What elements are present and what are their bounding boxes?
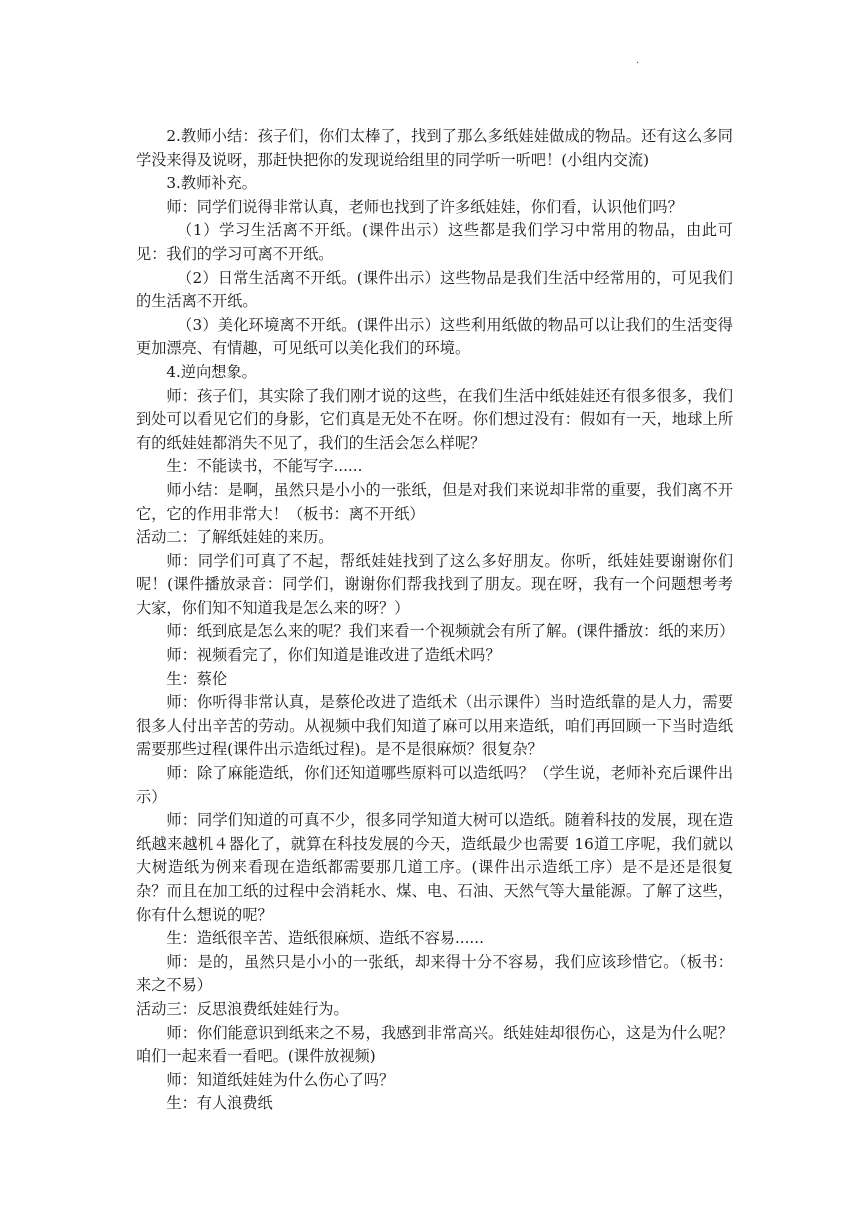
paragraph-teacher-summary: 2.教师小结：孩子们，你们太棒了，找到了那么多纸娃娃做成的物品。还有这么多同学没来得及说呀，那赶快把你的发现说给组里的同学听一听吧！(小组内交流) <box>136 127 733 169</box>
activity-three-heading: 活动三：反思浪费纸娃娃行为。 <box>136 999 349 1018</box>
paragraph-waste-answer: 生：有人浪费纸 <box>166 1094 273 1113</box>
document-body <box>136 125 733 1116</box>
paragraph-cai-lun: 生：蔡伦 <box>166 669 228 688</box>
paragraph-why-sad: 师：知道纸娃娃为什么伤心了吗？ <box>166 1070 395 1089</box>
paragraph-teacher-conclusion: 师小结：是啊，虽然只是小小的一张纸，但是对我们来说却非常的重要，我们离不开它，它的作用非常大！（板书：离不开纸） <box>136 480 733 523</box>
paragraph-teacher-supplement-heading: 3.教师补充。 <box>166 174 257 193</box>
paragraph-cherish-paper: 师：是的，虽然只是小小的一张纸，却来得十分不容易，我们应该珍惜它。（板书：来之不易） <box>136 952 733 995</box>
paragraph-raw-materials: 师：除了麻能造纸，你们还知道哪些原料可以造纸吗？（学生说，老师补充后课件出示） <box>136 764 733 806</box>
paragraph-who-improved: 师：视频看完了，你们知道是谁改进了造纸术吗？ <box>166 646 501 665</box>
paragraph-sad-paper-doll: 师：你们能意识到纸来之不易，我感到非常高兴。纸娃娃却很伤心，这是为什么呢？咱们一起来看一看吧。(课件放视频) <box>136 1023 733 1066</box>
paragraph-teacher-imagine: 师：孩子们，其实除了我们刚才说的这些，在我们生活中纸娃娃还有很多很多，我们到处可以看见它们的身影，它们真是无处不在呀。你们想过没有：假如有一天，地球上所有的纸娃娃都消失不见了，我们的生活会怎么样呢？ <box>136 386 733 452</box>
activity-two-heading: 活动二：了解纸娃娃的来历。 <box>136 528 334 547</box>
paragraph-daily-life: （2）日常生活离不开纸。(课件出示）这些物品是我们生活中经常用的，可见我们的生活离不开纸。 <box>136 268 733 311</box>
page-mark: · <box>636 58 640 69</box>
paragraph-student-answer: 生：不能读书，不能写字...... <box>166 457 363 476</box>
paragraph-beautify-environment: （3）美化环境离不开纸。(课件出示）这些利用纸做的物品可以让我们的生活变得更加漂亮、有情趣，可见纸可以美化我们的环境。 <box>136 315 733 358</box>
paragraph-papermaking-process: 师：你听得非常认真，是蔡伦改进了造纸术（出示课件）当时造纸靠的是人力，需要很多人付出辛苦的劳动。从视频中我们知道了麻可以用来造纸，咱们再回顾一下当时造纸需要那些过程(课件出示造纸过程)。是不是很麻烦？很复杂？ <box>136 693 733 759</box>
paragraph-modern-papermaking: 师：同学们知道的可真不少，很多同学知道大树可以造纸。随着科技的发展，现在造纸越来越机４器化了，就算在科技发展的今天，造纸最少也需要 16道工序呢，我们就以大树造纸为例来看现在造纸都需要那几道工序。(课件出示造纸工序）是不是还是很复杂？而且在加工纸的过程中会消耗水、煤、电、石油、天然气等大量能源。了解了这些，你有什么想说的呢？ <box>136 811 733 924</box>
paragraph-reverse-imagination-heading: 4.逆向想象。 <box>166 362 257 381</box>
paragraph-paper-origin-video: 师：纸到底是怎么来的呢？我们来看一个视频就会有所了解。(课件播放：纸的来历） <box>166 622 735 641</box>
paragraph-thanks-recording: 师：同学们可真了不起，帮纸娃娃找到了这么多好朋友。你听，纸娃娃要谢谢你们呢！(课件播放录音：同学们，谢谢你们帮我找到了朋友。现在呀，我有一个问题想考考大家，你们知不知道我是怎么来的呀？） <box>136 551 733 617</box>
paragraph-teacher-question: 师：同学们说得非常认真，老师也找到了许多纸娃娃，你们看，认识他们吗？ <box>166 197 683 216</box>
paragraph-student-reflection: 生：造纸很辛苦、造纸很麻烦、造纸不容易...... <box>166 929 484 948</box>
paragraph-study-life: （1）学习生活离不开纸。(课件出示）这些都是我们学习中常用的物品，由此可见：我们的学习可离不开纸。 <box>136 221 733 263</box>
